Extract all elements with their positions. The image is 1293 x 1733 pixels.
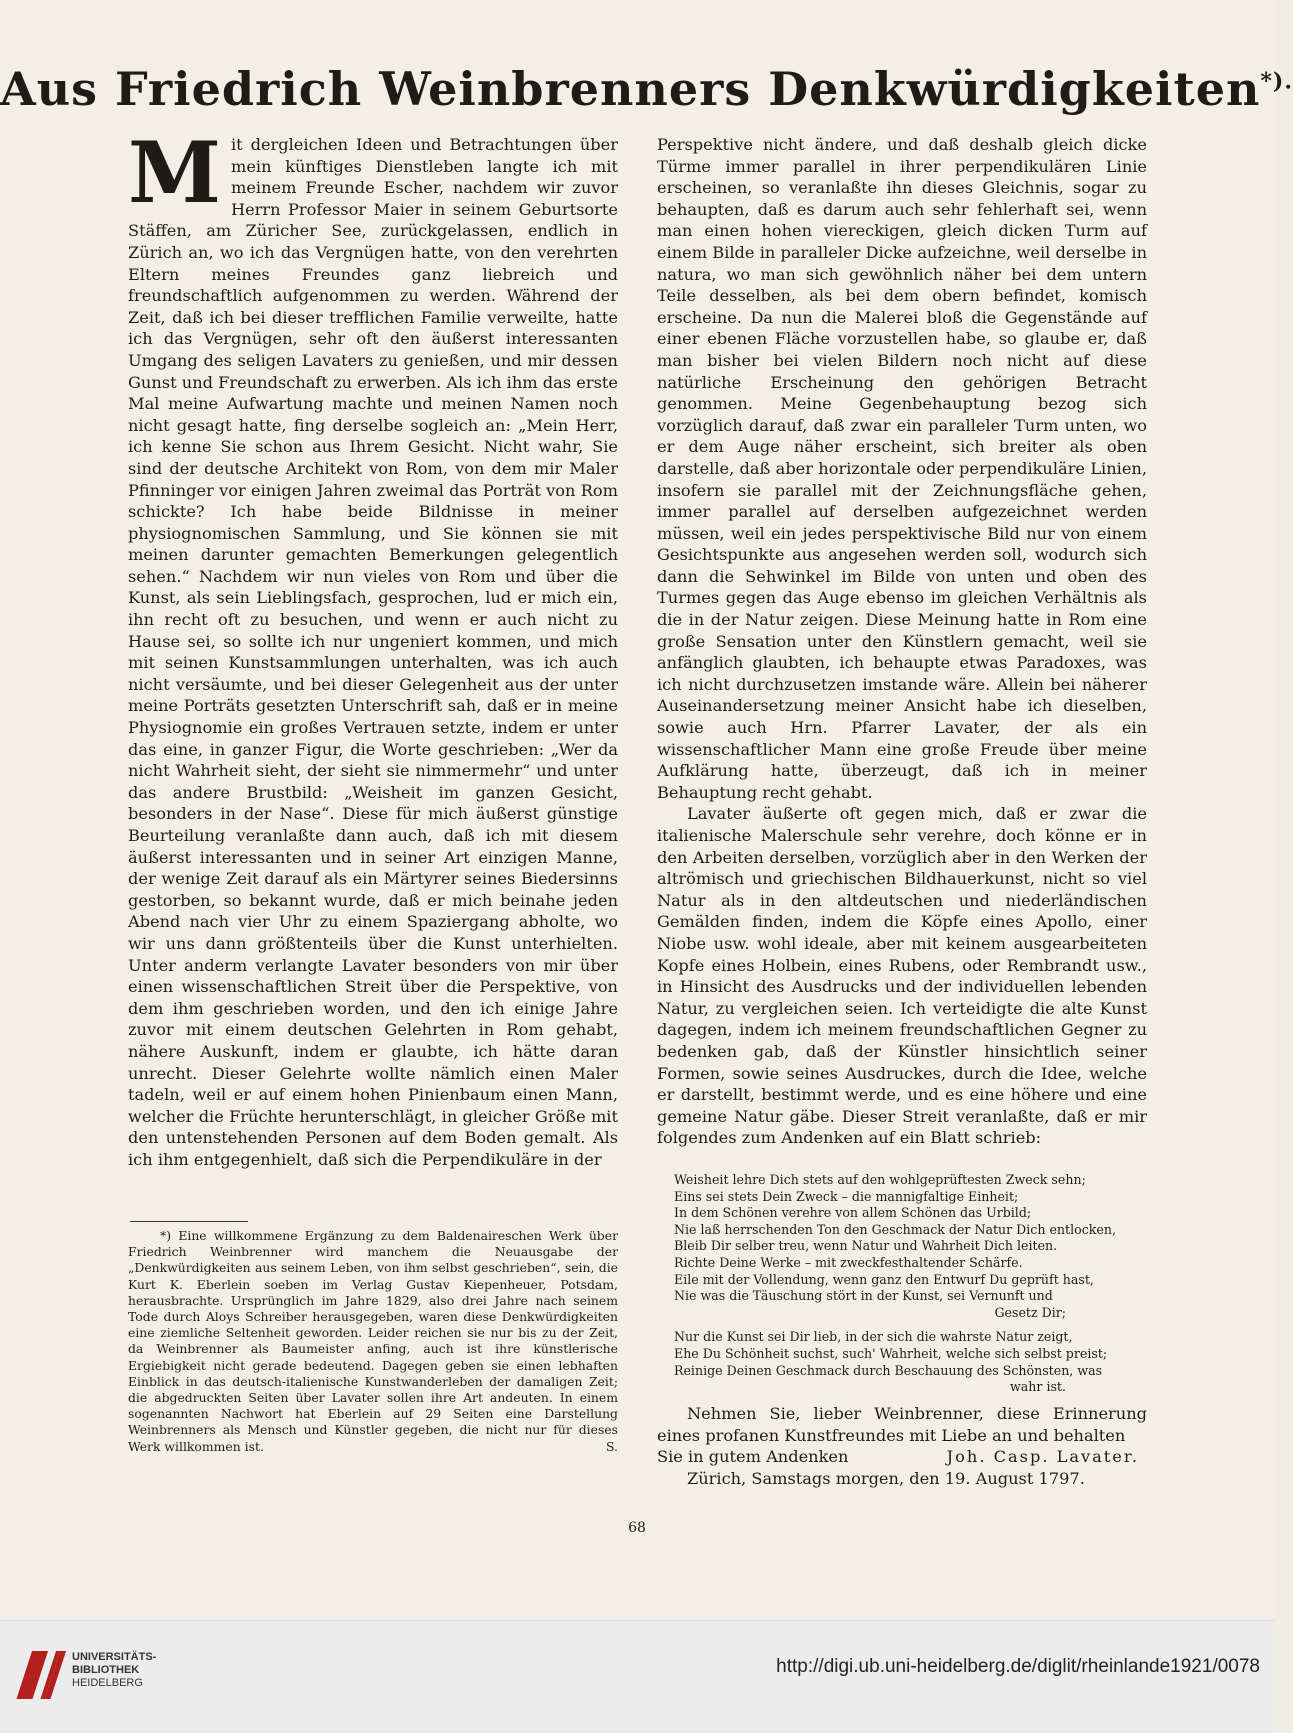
drop-cap: M [128, 123, 221, 222]
library-name-line: BIBLIOTHEK [72, 1664, 140, 1676]
poem-line: Eile mit der Vollendung, wenn ganz den Entwurf Du geprüft hast, [674, 1271, 1094, 1287]
footnote-text: *) Eine willkommene Ergänzung zu dem Baldenaireschen Werk über Friedrich Weinbrenner wird manchem die Neuausgabe der „Denkwürdigkeiten aus seinem Leben, von ihm selbst geschrieben“, sein, die Kurt K. Eberlein soeben im Verlag Gustav Kiepenheuer, Potsdam, herausbrachte. Ursprünglich im Jahre 1829, also drei Jahre nach seinem Tode durch Aloys Schreiber herausgegeben, waren diese Denkwürdigkeiten eine ziemliche Seltenheit geworden. Leider reichen sie nur bis zu der Zeit, da Weinbrenner als Baumeister anfing, auch ist ihre künstlerische Ergiebigkeit nicht gerade bedeutend. Dagegen geben sie einen lebhaften Einblick in das deutsch-italienische Kunstwanderleben der damaligen Zeit; die abgedruckten Seiten über Lavater sollen ihre Art andeuten. In einem sogenannten Nachwort hat Eberlein auf 29 Seiten eine Darstellung Weinbrenners als Mensch und Künstler gegeben, die nicht nur für dieses Werk willkommen ist. [128, 1228, 618, 1454]
closing-block [657, 1403, 1147, 1489]
poem-line: Nie laß herrschenden Ton den Geschmack der Natur Dich entlocken, [674, 1221, 1116, 1237]
right-paragraph-2: Lavater äußerte oft gegen mich, daß er zwar die italienische Malerschule sehr verehre, doch könne er in den Arbeiten derselben, vorzüglich aber in den Werken der altrömisch und griechischen Bildhauerkunst, nicht so viel Natur als in den altdeutschen und niederländischen Gemälden finden, indem die Köpfe eines Apollo, einer Niobe usw. wohl ideale, aber mit keinem ausgearbeiteten Kopfe eines Holbein, eines Rubens, oder Rembrandt usw., in Hinsicht des Ausdrucks und der individuellen lebenden Natur, zu vergleichen seien. Ich verteidigte die alte Kunst dagegen, indem ich meinem freundschaftlichen Gegner zu bedenken gab, daß der Künstler hinsichtlich seiner Formen, sowie seines Ausdruckes, durch die Idee, welche er darstellt, bestimmt werde, und es eine höhere und eine gemeine Natur gäbe. Dieser Streit veranlaßte, daß er mir folgendes zum Andenken auf ein Blatt schrieb: [657, 804, 1147, 1148]
closing-text: Nehmen Sie, lieber Weinbrenner, diese Erinnerung eines profanen Kunstfreundes mit Liebe an und behalten [657, 1404, 1147, 1445]
left-column [128, 123, 618, 1171]
poem-line: Richte Deine Werke – mit zweckfesthaltender Schärfe. [674, 1254, 1023, 1270]
lavater-signature: Joh. Casp. Lavater. [946, 1447, 1139, 1467]
poem-line: Reinige Deinen Geschmack durch Beschauung des Schönsten, was [674, 1362, 1103, 1378]
poem-line-tail: Gesetz Dir; [994, 1304, 1066, 1320]
poem-line: In dem Schönen verehre von allem Schönen das Urbild; [674, 1205, 1032, 1221]
dateline: Zürich, Samstags morgen, den 19. August 1797. [687, 1468, 1085, 1488]
poem-line: Nur die Kunst sei Dir lieb, in der sich die wahrste Natur zeigt, [674, 1329, 1073, 1345]
poem-line-tail: wahr ist. [1010, 1379, 1066, 1395]
poem-line: Bleib Dir selber treu, wenn Natur und Wahrheit Dich leiten. [674, 1238, 1058, 1254]
closing-last-line: Sie in gutem Andenken [657, 1447, 849, 1467]
right-column [657, 134, 1147, 1149]
left-paragraph [128, 123, 618, 1171]
page-number: 68 [628, 1520, 646, 1536]
article-title [0, 62, 1293, 116]
poem-line: Weisheit lehre Dich stets auf den wohlgeprüftesten Zweck sehn; [674, 1172, 1086, 1187]
library-name[interactable] [72, 1651, 156, 1690]
permalink-url[interactable]: http://digi.ub.uni-heidelberg.de/diglit/rheinlande1921/0078 [776, 1656, 1260, 1677]
right-paragraph-1: Perspektive nicht ändere, und daß deshalb gleich dicke Türme immer parallel in ihrer perpendikulären Linie erscheinen, so veranlaßte ihn dieses Gleichnis, sogar zu behaupten, daß es darum auch sehr fehlerhaft sei, wenn man einen hohen viereckigen, gleich dicken Turm auf einem Bilde in paralleler Dicke aufzeichne, weil derselbe in natura, wo man sich gewöhnlich näher bei dem untern Teile desselben, als bei dem obern befindet, komisch erscheine. Da nun die Malerei bloß die Gegenstände auf einer ebenen Fläche vorzustellen habe, so glaube er, daß man bisher bei vielen Bildern noch nicht auf diese natürliche Erscheinung den gehörigen Betracht genommen. Meine Gegenbehauptung bezog sich vorzüglich darauf, daß zwar ein paralleler Turm unten, wo er dem Auge näher erscheint, sich breiter als oben darstelle, daß aber horizontale oder perpendikuläre Linien, insofern sie parallel mit der Zeichnungsfläche gehen, immer parallel auf derselben aufgezeichnet werden müssen, weil ein jedes perspektivische Bild nur von einem Gesichtspunkte aus angesehen werden soll, wodurch sich dann die Sehwinkel im Bilde von unten und oben des Turmes gegen das Auge ebenso im gleichen Verhältnis als die in der Natur zeigen. Diese Meinung hatte in Rom eine große Sensation unter den Künstlern gemacht, weil sie anfänglich glaubten, ich behaupte etwas Paradoxes, was ich nicht durchzusetzen imstande wäre. Allein bei näherer Auseinandersetzung meiner Ansicht habe ich dieselben, sowie auch Hrn. Pfarrer Lavater, der als ein wissenschaftlicher Mann eine große Freude über meine Aufklärung hatte, überzeugt, daß ich in meiner Behauptung recht gehabt. [657, 135, 1147, 802]
poem [674, 1172, 1130, 1396]
signature-row [657, 1446, 1147, 1468]
footnote-signature: S. [606, 1438, 618, 1454]
footnote-divider [130, 1221, 248, 1222]
footnote [128, 1228, 618, 1455]
library-logo-icon[interactable] [14, 1645, 66, 1703]
article-title-text: Aus Friedrich Weinbrenners Denkwürdigkeiten [0, 62, 1261, 116]
poem-line: Nie was die Täuschung stört in der Kunst, sei Vernunft und [674, 1288, 1053, 1304]
viewer-footer [0, 1620, 1274, 1733]
library-name-line: HEIDELBERG [72, 1677, 143, 1689]
poem-line: Ehe Du Schönheit suchst, such' Wahrheit, welche sich selbst preist; [674, 1345, 1108, 1361]
poem-line: Eins sei stets Dein Zweck – die mannigfaltige Einheit; [674, 1188, 1019, 1204]
library-name-line: UNIVERSITÄTS- [72, 1651, 157, 1663]
left-paragraph-text: it dergleichen Ideen und Betrachtungen über mein künftiges Dienstleben langte ich mit meinem Freunde Escher, nachdem wir zuvor Herrn Professor Maier in seinem Geburtsorte Stäffen, am Züricher See, zurückgelassen, endlich in Zürich an, wo ich das Vergnügen hatte, von den verehrten Eltern meines Freundes ganz liebreich und freundschaftlich aufgenommen zu werden. Während der Zeit, daß ich bei dieser trefflichen Familie verweilte, hatte ich das Vergnügen, sehr oft den äußerst interessanten Umgang des seligen Lavaters zu genießen, und mir dessen Gunst und Freundschaft zu erwerben. Als ich ihm das erste Mal meine Aufwartung machte und meinen Namen noch nicht gesagt hatte, fing derselbe sogleich an: „Mein Herr, ich kenne Sie schon aus Ihrem Gesicht. Nicht wahr, Sie sind der deutsche Architekt von Rom, von dem mir Maler Pfinninger vor einigen Jahren zweimal das Porträt von Rom schickte? Ich habe beide Bildnisse in meiner physiognomischen Sammlung, und Sie können sie mit meinen darunter gemachten Bemerkungen gelegentlich sehen.“ Nachdem wir nun vieles von Rom und über die Kunst, als sein Lieblingsfach, gesprochen, lud er mich ein, ihn recht oft zu besuchen, und wenn er auch nicht zu Hause sei, so sollte ich nur ungeniert kommen, und mich mit seinen Kunstsammlungen unterhalten, was ich auch nicht versäumte, und bei dieser Gelegenheit aus der unter meine Porträts gesetzten Unterschrift sah, daß er in meine Physiognomie ein großes Vertrauen setzte, indem er unter das eine, in ganzer Figur, die Worte geschrieben: „Wer da nicht Wahrheit sieht, der sieht sie nimmermehr“ und unter das andere Brustbild: „Weisheit im ganzen Gesicht, besonders in der Nase“. Diese für mich äußerst günstige Beurteilung veranlaßte dann auch, daß ich mit diesem äußerst interessanten und in seiner Art einzigen Manne, der wenige Zeit darauf als ein Märtyrer seines Biedersinns gestorben, so bekannt wurde, daß er mich beinahe jeden Abend nach vier Uhr zu einem Spaziergang abholte, wo wir uns dann größtenteils über die Kunst unterhielten. Unter anderm verlangte Lavater besonders von mir über einen wissenschaftlichen Streit über die Perspektive, von dem ihm geschrieben worden, und den ich einige Jahre zuvor mit einem deutschen Gelehrten in Rom gehabt, nähere Auskunft, indem er glaubte, ich hätte daran unrecht. Dieser Gelehrte wollte nämlich einen Maler tadeln, weil er auf einem hohen Pinienbaum einen Mann, welcher die Früchte herunterschlägt, in gleicher Größe mit den untenstehenden Personen auf dem Boden gemalt. Als ich ihm entgegenhielt, daß sich die Perpendikuläre in der [128, 135, 618, 1169]
title-footnote-mark: *). [1260, 68, 1293, 95]
